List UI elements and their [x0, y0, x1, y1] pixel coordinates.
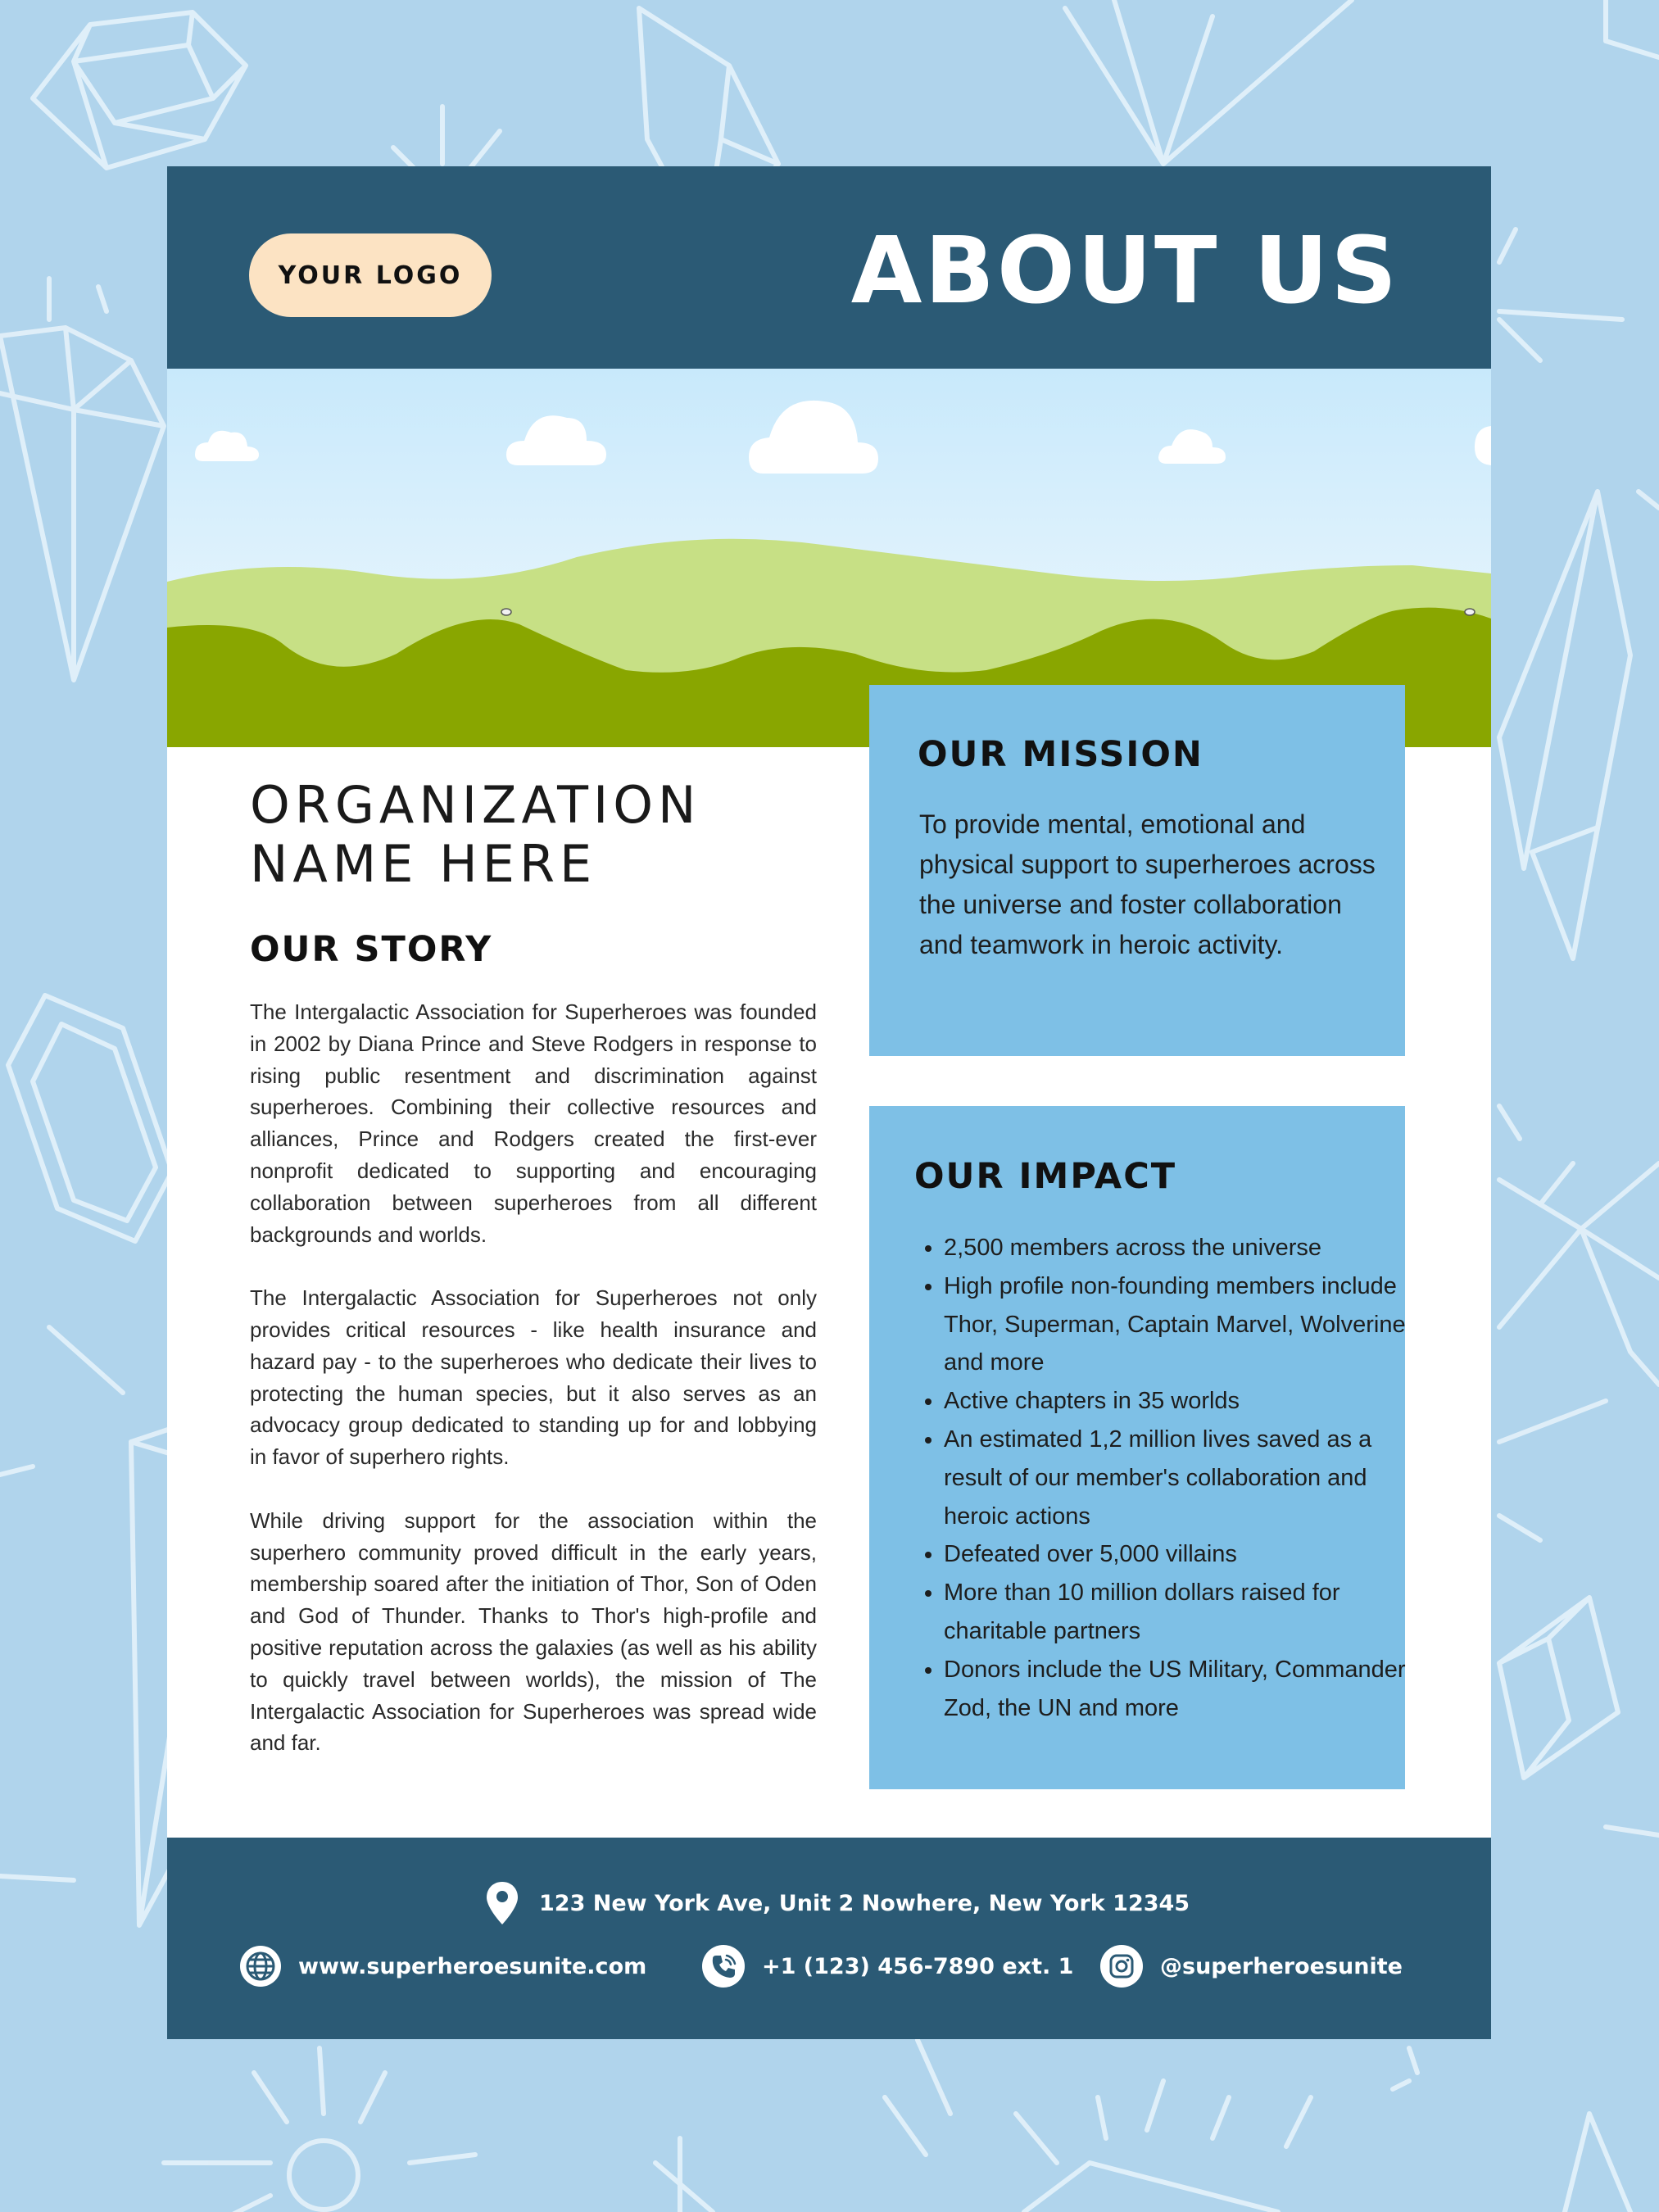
- our-mission-text: To provide mental, emotional and physical support to superheroes across the universe and foster collaboration and teamwork in heroic activity.: [919, 809, 1376, 959]
- impact-item: • 2,500 members across the universe: [944, 1229, 1419, 1267]
- organization-name: [250, 776, 823, 894]
- instagram-contact[interactable]: [1099, 1943, 1403, 1989]
- impact-item: • Defeated over 5,000 villains: [944, 1535, 1419, 1574]
- address-text: 123 New York Ave, Unit 2 Nowhere, New York 12345: [539, 1890, 1190, 1916]
- organization-name-line-2: NAME HERE: [250, 834, 597, 894]
- impact-item: • More than 10 million dollars raised for charitable partners: [944, 1574, 1419, 1651]
- our-mission-heading: OUR MISSION: [918, 734, 1203, 775]
- logo-badge: [249, 233, 492, 317]
- story-paragraph-2: The Intergalactic Association for Superheroes not only provides critical resources - like health insurance and hazard pay - to the superheroes who dedicate their lives to protecting the human species, but it also serves as an advocacy group dedicated to standing up for and lobbying in favor of superhero rights.: [250, 1285, 817, 1470]
- our-story-body: [250, 996, 817, 1791]
- our-story-heading: OUR STORY: [250, 929, 493, 970]
- phone-icon: [701, 1944, 746, 1988]
- instagram-icon: [1099, 1944, 1144, 1988]
- page-title: ABOUT US: [850, 218, 1399, 324]
- story-paragraph-3: While driving support for the association within the superhero community proved difficult in the early years, membership soared after the initiation of Thor, Son of Oden and God of Thunder. Thanks to Thor's high-profile and positive reputation across the galaxies (as well as his ability to quickly travel between worlds), the mission of The Intergalactic Association for Superheroes was spread wide and far.: [250, 1507, 817, 1756]
- header-banner: [167, 166, 1491, 369]
- phone-contact[interactable]: [701, 1943, 1073, 1989]
- location-pin-icon: [485, 1880, 519, 1926]
- impact-item: • Active chapters in 35 worlds: [944, 1382, 1419, 1421]
- logo-text: YOUR LOGO: [278, 261, 463, 290]
- website-contact[interactable]: [239, 1943, 646, 1989]
- about-us-flyer: [167, 166, 1491, 2039]
- impact-item: • Donors include the US Military, Commander Zod, the UN and more: [944, 1651, 1419, 1728]
- address-contact: [485, 1880, 1190, 1926]
- contact-footer: [167, 1838, 1491, 2039]
- instagram-handle[interactable]: @superheroesunite: [1160, 1953, 1403, 1979]
- our-impact-heading: OUR IMPACT: [914, 1156, 1177, 1197]
- our-impact-box: [869, 1106, 1405, 1789]
- website-link[interactable]: www.superheroesunite.com: [298, 1953, 647, 1979]
- globe-icon: [239, 1945, 282, 1988]
- story-paragraph-1: The Intergalactic Association for Superheroes was founded in 2002 by Diana Prince and Steve Rodgers in response to rising public resentment and discrimination against superheroes. Combining their collective resources and alliances, Prince and Rodgers created the first-ever nonprofit dedicated to supporting and encouraging collaboration between superheroes from all different backgrounds and worlds.: [250, 999, 817, 1247]
- our-mission-box: [869, 685, 1405, 1056]
- organization-name-line-1: ORGANIZATION: [250, 775, 701, 835]
- impact-item: • An estimated 1,2 million lives saved as a result of our member's collaboration and heroic actions: [944, 1421, 1419, 1535]
- phone-number[interactable]: +1 (123) 456-7890 ext. 1: [762, 1953, 1074, 1979]
- impact-list: [914, 1229, 1419, 1727]
- impact-item: • High profile non-founding members include Thor, Superman, Captain Marvel, Wolverine and more: [944, 1267, 1419, 1382]
